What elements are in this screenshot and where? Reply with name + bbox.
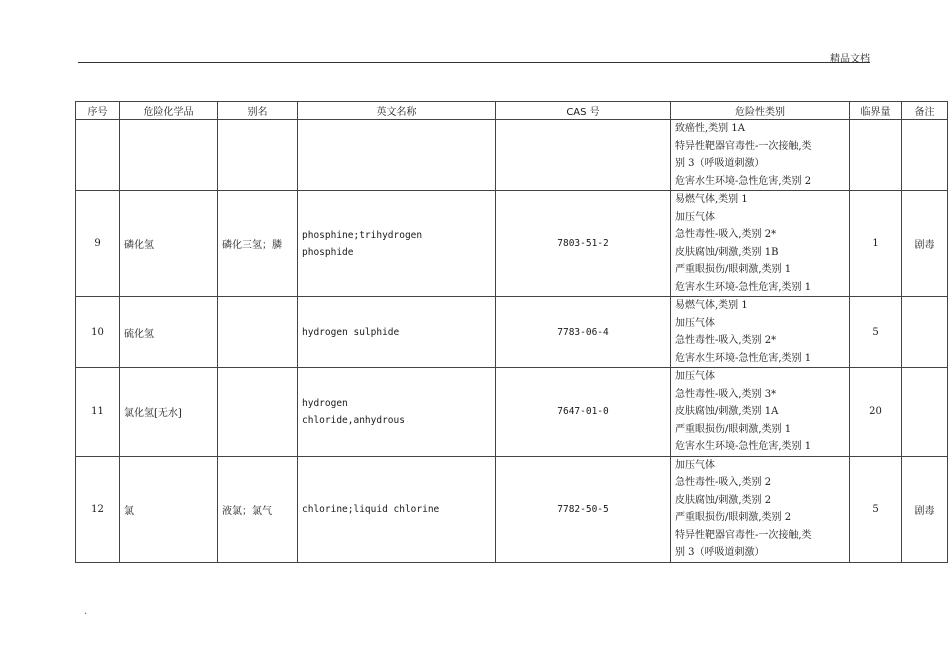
column-header-no: 序号 [76, 102, 120, 120]
table-row [76, 456, 948, 562]
column-header-cas: CAS 号 [496, 102, 671, 120]
cell-threshold [850, 120, 902, 191]
hazard-line: 急性毒性-吸入,类别 2* [675, 229, 777, 240]
column-header-threshold: 临界量 [850, 102, 902, 120]
table-header-row [76, 102, 948, 120]
hazard-line: 严重眼损伤/眼刺激,类别 1 [675, 264, 792, 275]
table-row [76, 191, 948, 297]
column-header-alias: 别名 [218, 102, 298, 120]
english-name-line: hydrogen [302, 397, 348, 409]
hazard-line: 易燃气体,类别 1 [675, 300, 748, 311]
english-name-line: hydrogen sulphide [302, 326, 400, 338]
english-name-line: chloride,anhydrous [302, 414, 405, 426]
cell-no: 12 [76, 456, 120, 562]
column-header-english: 英文名称 [298, 102, 496, 120]
cell-alias [218, 368, 298, 457]
hazard-line: 特异性靶器官毒性-一次接触,类 [675, 140, 812, 152]
cell-note: 剧毒 [902, 456, 948, 562]
cell-english [298, 297, 496, 368]
table-row [76, 368, 948, 457]
table-row [76, 120, 948, 191]
hazard-line: 加压气体 [675, 317, 715, 329]
cell-threshold: 20 [850, 368, 902, 457]
column-header-note: 备注 [902, 102, 948, 120]
cell-alias: 磷化三氢；膦 [218, 191, 298, 297]
page-header [78, 48, 870, 63]
english-name-line: chlorine;liquid chlorine [302, 503, 440, 515]
cell-note [902, 368, 948, 457]
cell-english [298, 191, 496, 297]
hazard-line: 危害水生环境-急性危害,类别 2 [675, 175, 812, 187]
cell-cas: 7803-51-2 [496, 191, 671, 297]
cell-threshold: 5 [850, 297, 902, 368]
hazardous-chemicals-table [75, 101, 948, 563]
hazard-line: 危害水生环境-急性危害,类别 1 [675, 441, 812, 452]
hazard-line: 严重眼损伤/眼刺激,类别 1 [675, 423, 792, 435]
hazard-line: 加压气体 [675, 371, 715, 382]
cell-no: 11 [76, 368, 120, 457]
cell-cas [496, 120, 671, 191]
footer-mark: . [84, 606, 88, 617]
hazard-line: 危害水生环境-急性危害,类别 1 [675, 352, 812, 364]
cell-hazards [671, 191, 850, 297]
cell-name: 硫化氢 [120, 297, 218, 368]
cell-hazards [671, 456, 850, 562]
cell-cas: 7782-50-5 [496, 456, 671, 562]
hazard-line: 致癌性,类别 1A [675, 123, 745, 134]
hazard-line: 加压气体 [675, 211, 715, 223]
table-row [76, 297, 948, 368]
cell-hazards [671, 120, 850, 191]
cell-alias [218, 120, 298, 191]
cell-english [298, 120, 496, 191]
hazard-line: 急性毒性-吸入,类别 2 [675, 477, 772, 488]
hazard-line: 危害水生环境-急性危害,类别 1 [675, 281, 812, 293]
hazard-line: 急性毒性-吸入,类别 2* [675, 335, 777, 346]
cell-alias [218, 297, 298, 368]
hazard-line: 急性毒性-吸入,类别 3* [675, 388, 777, 400]
column-header-hazard: 危险性类别 [671, 102, 850, 120]
cell-cas: 7783-06-4 [496, 297, 671, 368]
cell-no: 9 [76, 191, 120, 297]
hazard-line: 特异性靶器官毒性-一次接触,类 [675, 529, 812, 541]
table-body [76, 120, 948, 563]
cell-threshold: 1 [850, 191, 902, 297]
cell-alias: 液氯；氯气 [218, 456, 298, 562]
hazard-line: 皮肤腐蚀/刺激,类别 2 [675, 494, 772, 506]
cell-name: 氯化氢[无水] [120, 368, 218, 457]
cell-english [298, 456, 496, 562]
cell-hazards [671, 297, 850, 368]
cell-note [902, 297, 948, 368]
cell-cas: 7647-01-0 [496, 368, 671, 457]
column-header-name: 危险化学品 [120, 102, 218, 120]
cell-note [902, 120, 948, 191]
cell-no [76, 120, 120, 191]
cell-threshold: 5 [850, 456, 902, 562]
hazard-line: 皮肤腐蚀/刺激,类别 1B [675, 246, 779, 258]
cell-name: 氯 [120, 456, 218, 562]
cell-name: 磷化氢 [120, 191, 218, 297]
cell-name [120, 120, 218, 191]
english-name-line: phosphide [302, 246, 354, 258]
english-name-line: phosphine;trihydrogen [302, 229, 423, 241]
hazard-line: 别 3（呼吸道刺激） [675, 158, 765, 169]
cell-english [298, 368, 496, 457]
cell-hazards [671, 368, 850, 457]
hazard-line: 易燃气体,类别 1 [675, 194, 748, 205]
hazard-line: 皮肤腐蚀/刺激,类别 1A [675, 406, 779, 417]
hazard-line: 加压气体 [675, 459, 715, 471]
cell-note: 剧毒 [902, 191, 948, 297]
cell-no: 10 [76, 297, 120, 368]
header-text: 精品文档 [830, 54, 870, 65]
hazard-line: 别 3（呼吸道刺激） [675, 547, 765, 558]
hazard-line: 严重眼损伤/眼刺激,类别 2 [675, 512, 792, 523]
